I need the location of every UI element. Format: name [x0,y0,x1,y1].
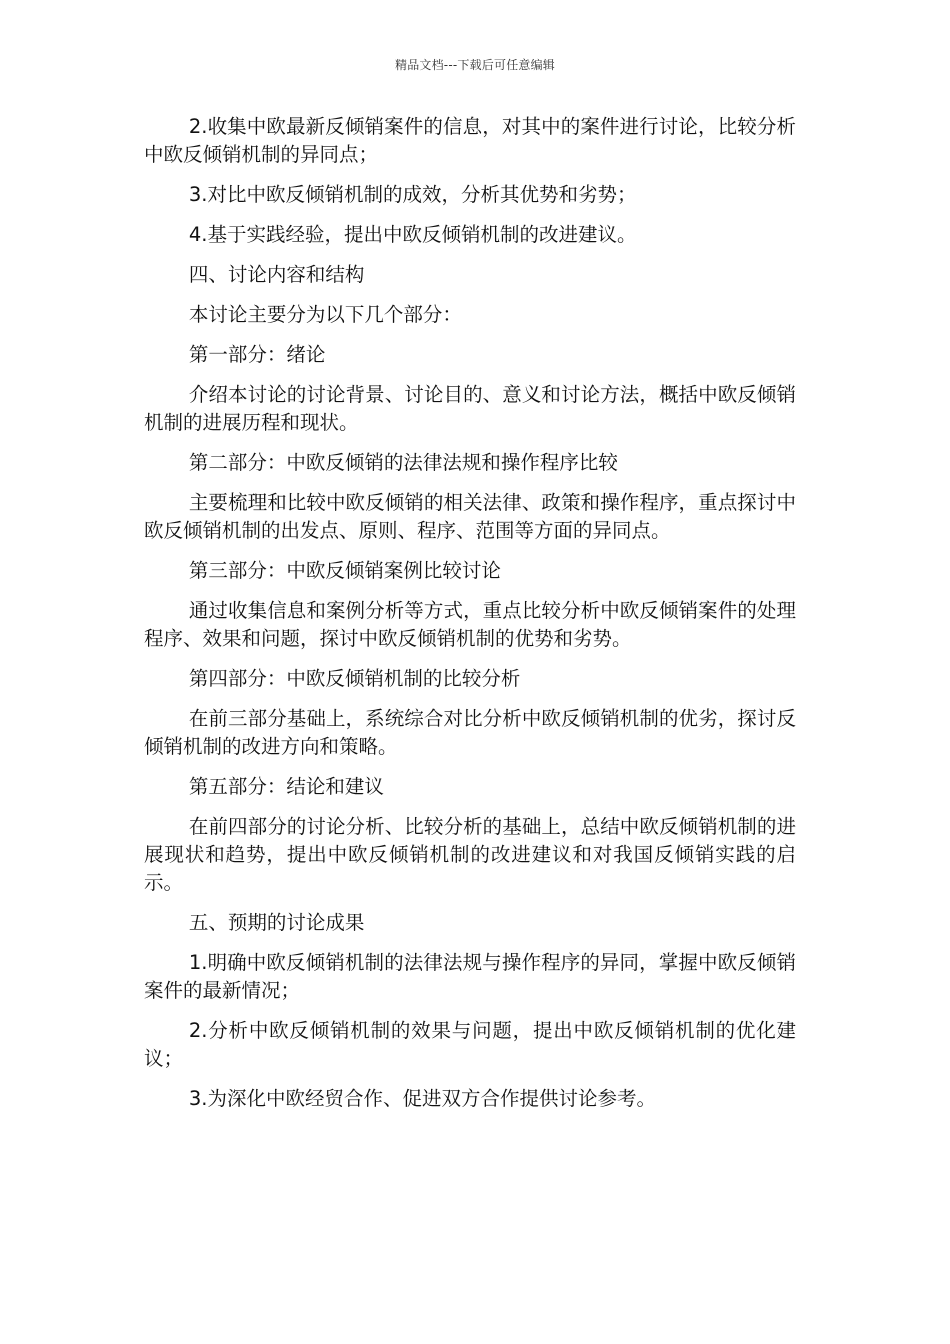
paragraph: 4.基于实践经验，提出中欧反倾销机制的改进建议。 [188,223,637,246]
paragraph: 3.为深化中欧经贸合作、促进双方合作提供讨论参考。 [188,1087,656,1110]
paragraph: 介绍本讨论的讨论背景、讨论目的、意义和讨论方法，概括中欧反倾销机制的进展历程和现状。 [144,383,796,434]
part-heading: 第五部分：结论和建议 [188,775,384,798]
paragraph: 在前四部分的讨论分析、比较分析的基础上，总结中欧反倾销机制的进展现状和趋势，提出中欧反倾销机制的改进建议和对我国反倾销实践的启示。 [144,815,796,894]
part-heading: 第三部分：中欧反倾销案例比较讨论 [188,559,501,582]
paragraph: 通过收集信息和案例分析等方式，重点比较分析中欧反倾销案件的处理程序、效果和问题，探讨中欧反倾销机制的优势和劣势。 [144,599,796,650]
part-heading: 第一部分：绪论 [188,343,326,366]
paragraph: 主要梳理和比较中欧反倾销的相关法律、政策和操作程序，重点探讨中欧反倾销机制的出发点、原则、程序、范围等方面的异同点。 [144,491,796,542]
paragraph: 2.收集中欧最新反倾销案件的信息，对其中的案件进行讨论，比较分析中欧反倾销机制的异同点； [144,115,796,166]
paragraph: 2.分析中欧反倾销机制的效果与问题，提出中欧反倾销机制的优化建议； [144,1019,796,1070]
section-heading: 四、讨论内容和结构 [188,263,365,286]
page-header: 精品文档---下载后可任意编辑 [395,58,555,72]
paragraph: 在前三部分基础上，系统综合对比分析中欧反倾销机制的优劣，探讨反倾销机制的改进方向和策略。 [144,707,796,758]
paragraph: 本讨论主要分为以下几个部分： [188,303,462,326]
paragraph: 1.明确中欧反倾销机制的法律法规与操作程序的异同，掌握中欧反倾销案件的最新情况； [144,951,796,1002]
paragraph: 3.对比中欧反倾销机制的成效，分析其优势和劣势； [188,183,637,206]
part-heading: 第二部分：中欧反倾销的法律法规和操作程序比较 [188,451,618,474]
section-heading: 五、预期的讨论成果 [188,911,365,934]
document-body [144,113,796,1125]
part-heading: 第四部分：中欧反倾销机制的比较分析 [188,667,521,690]
